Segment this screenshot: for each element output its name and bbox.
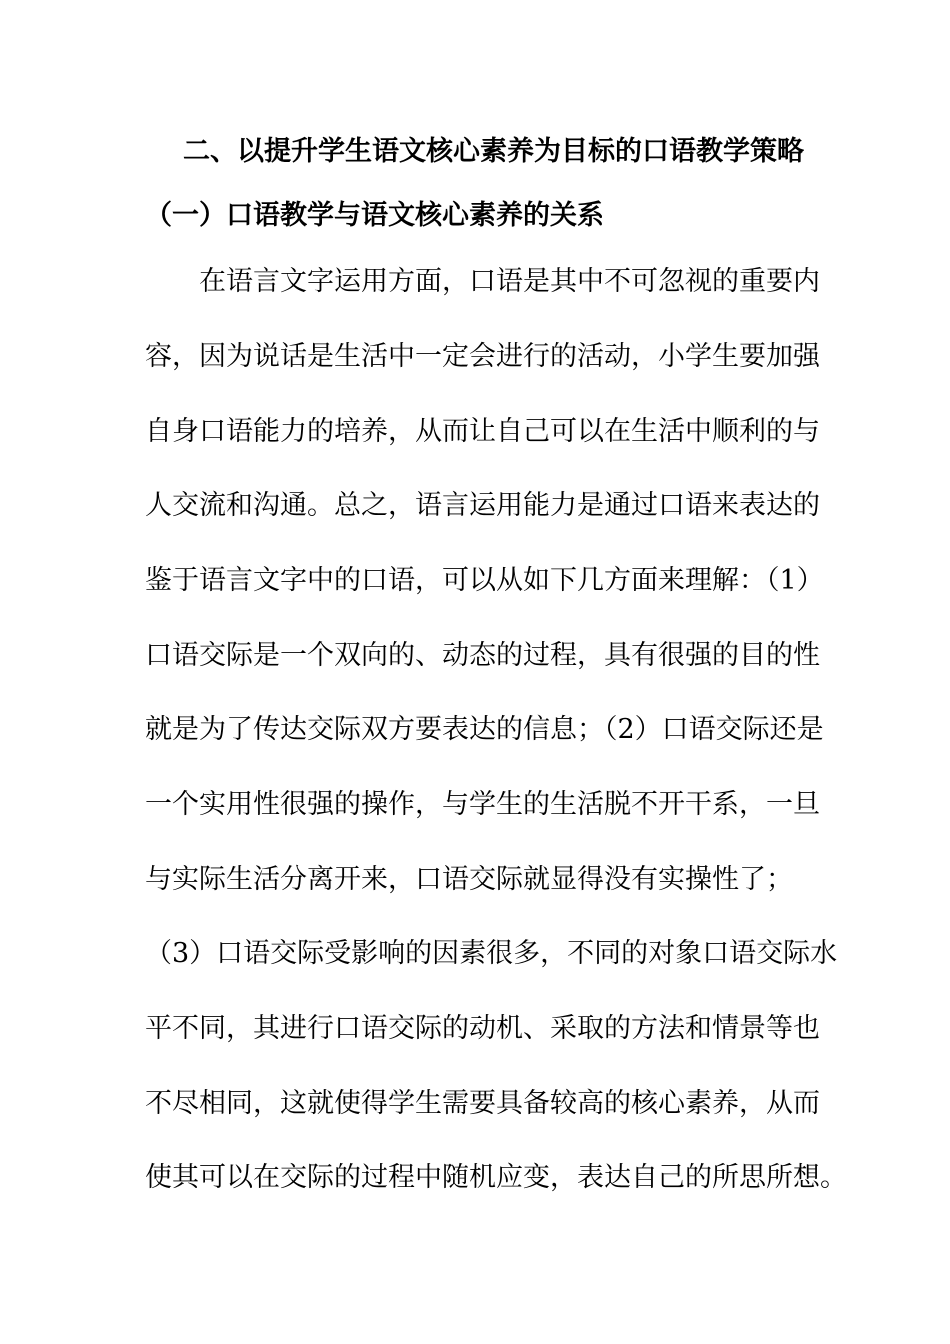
paragraph-line: 一个实用性很强的操作，与学生的生活脱不开干系，一旦 xyxy=(145,789,820,820)
paragraph-line: 使其可以在交际的过程中随机应变，表达自己的所思所想。 xyxy=(145,1162,847,1193)
subsection-heading: （一）口语教学与语文核心素养的关系 xyxy=(145,200,604,231)
paragraph-line: （3）口语交际受影响的因素很多，不同的对象口语交际水 xyxy=(145,938,838,969)
paragraph-line: 就是为了传达交际双方要表达的信息；（2）口语交际还是 xyxy=(145,714,824,745)
paragraph-line: 口语交际是一个双向的、动态的过程，具有很强的目的性 xyxy=(145,640,820,671)
paragraph-line: 在语言文字运用方面，口语是其中不可忽视的重要内 xyxy=(145,266,820,297)
paragraph-line: 自身口语能力的培养，从而让自己可以在生活中顺利的与 xyxy=(145,416,820,447)
paragraph-line: 鉴于语言文字中的口语，可以从如下几方面来理解：（1） xyxy=(145,565,824,596)
section-heading: 二、以提升学生语文核心素养为目标的口语教学策略 xyxy=(183,136,804,167)
paragraph-line: 人交流和沟通。总之，语言运用能力是通过口语来表达的 xyxy=(145,490,820,521)
paragraph-line: 容，因为说话是生活中一定会进行的活动，小学生要加强 xyxy=(145,341,820,372)
paragraph-line: 不尽相同，这就使得学生需要具备较高的核心素养，从而 xyxy=(145,1088,820,1119)
paragraph-line: 平不同，其进行口语交际的动机、采取的方法和情景等也 xyxy=(145,1013,820,1044)
paragraph-line: 与实际生活分离开来，口语交际就显得没有实操性了； xyxy=(145,864,793,895)
